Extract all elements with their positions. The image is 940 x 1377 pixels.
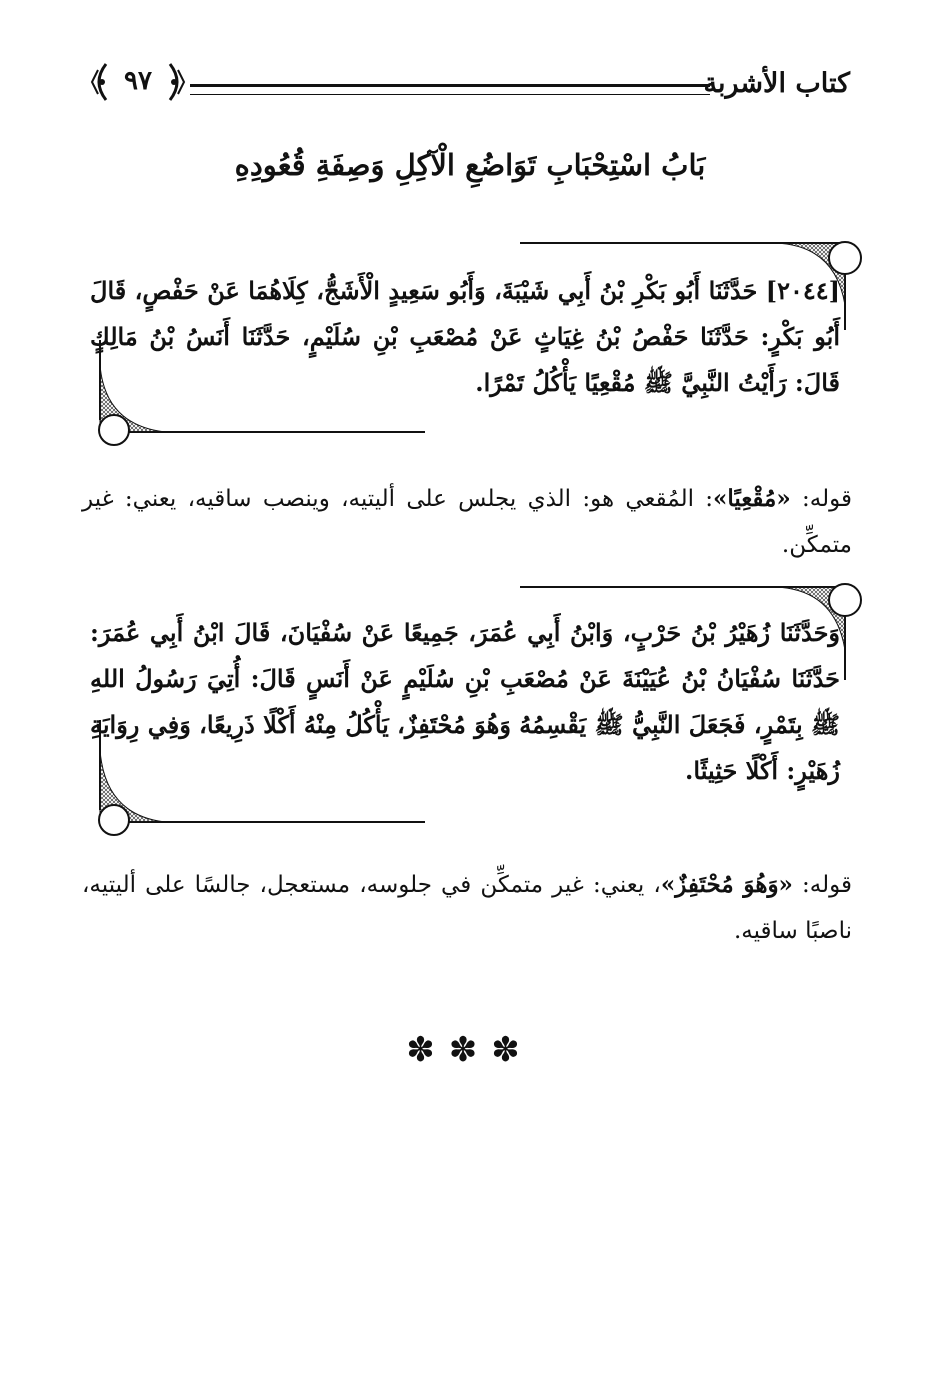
hadith-second-chain <box>90 610 840 794</box>
commentary-text <box>82 862 852 954</box>
commentary-rest: ، يعني: غير متمكِّن في جلوسه، مستعجل، جالسًا على أليتيه، ناصبًا ساقيه. <box>82 872 852 944</box>
chapter-heading: بَابُ اسْتِحْبَابِ تَوَاضُعِ الْآكِلِ وَصِفَةِ قُعُودِهِ <box>234 148 706 182</box>
commentary-quote: «وَهُوَ مُحْتَفِزٌ» <box>660 871 793 898</box>
section-separator-stars-icon: ✽✽✽ <box>406 1030 534 1070</box>
hadith-text: وَحَدَّثَنَا زُهَيْرُ بْنُ حَرْبٍ، وَابْنُ أَبِي عُمَرَ، جَمِيعًا عَنْ سُفْيَانَ، قَالَ ابْنُ أَبِي عُمَرَ: حَدَّثَنَا سُفْيَانُ بْنُ عُيَيْنَةَ عَنْ مُصْعَبِ بْنِ سُلَيْمٍ عَنْ أَنَسٍ قَالَ: أُتِيَ رَسُولُ اللهِ ﷺ بِتَمْرٍ، فَجَعَلَ النَّبِيُّ ﷺ يَقْسِمُهُ وَهُوَ مُحْتَفِزٌ، يَأْكُلُ مِنْهُ أَكْلًا ذَرِيعًا، وَفِي رِوَايَةِ زُهَيْرٍ: أَكْلًا حَثِيثًا. <box>90 618 841 785</box>
page-number: ٩٧ <box>124 66 152 96</box>
commentary-text <box>82 476 852 568</box>
commentary-block <box>82 476 852 568</box>
commentary-lead: قوله: <box>790 486 852 512</box>
commentary-block <box>82 862 852 954</box>
commentary-lead: قوله: <box>792 872 853 898</box>
hadith-text: [٢٠٤٤] حَدَّثَنَا أَبُو بَكْرِ بْنُ أَبِي شَيْبَةَ، وَأَبُو سَعِيدٍ الْأَشَجُّ، كِلَاهُمَا عَنْ حَفْصٍ، قَالَ أَبُو بَكْرٍ: حَدَّثَنَا حَفْصُ بْنُ غِيَاثٍ عَنْ مُصْعَبِ بْنِ سُلَيْمٍ، حَدَّثَنَا أَنَسُ بْنُ مَالِكٍ قَالَ: رَأَيْتُ النَّبِيَّ ﷺ مُقْعِيًا يَأْكُلُ تَمْرًا. <box>90 276 840 397</box>
commentary-rest: : المُقعي هو: الذي يجلس على أليتيه، وينصب ساقيه، يعني: غير متمكِّن. <box>82 486 852 558</box>
running-header-title: كتاب الأشربة <box>703 68 850 99</box>
hadith-2044 <box>90 268 840 406</box>
commentary-quote: «مُقْعِيًا» <box>713 485 791 512</box>
